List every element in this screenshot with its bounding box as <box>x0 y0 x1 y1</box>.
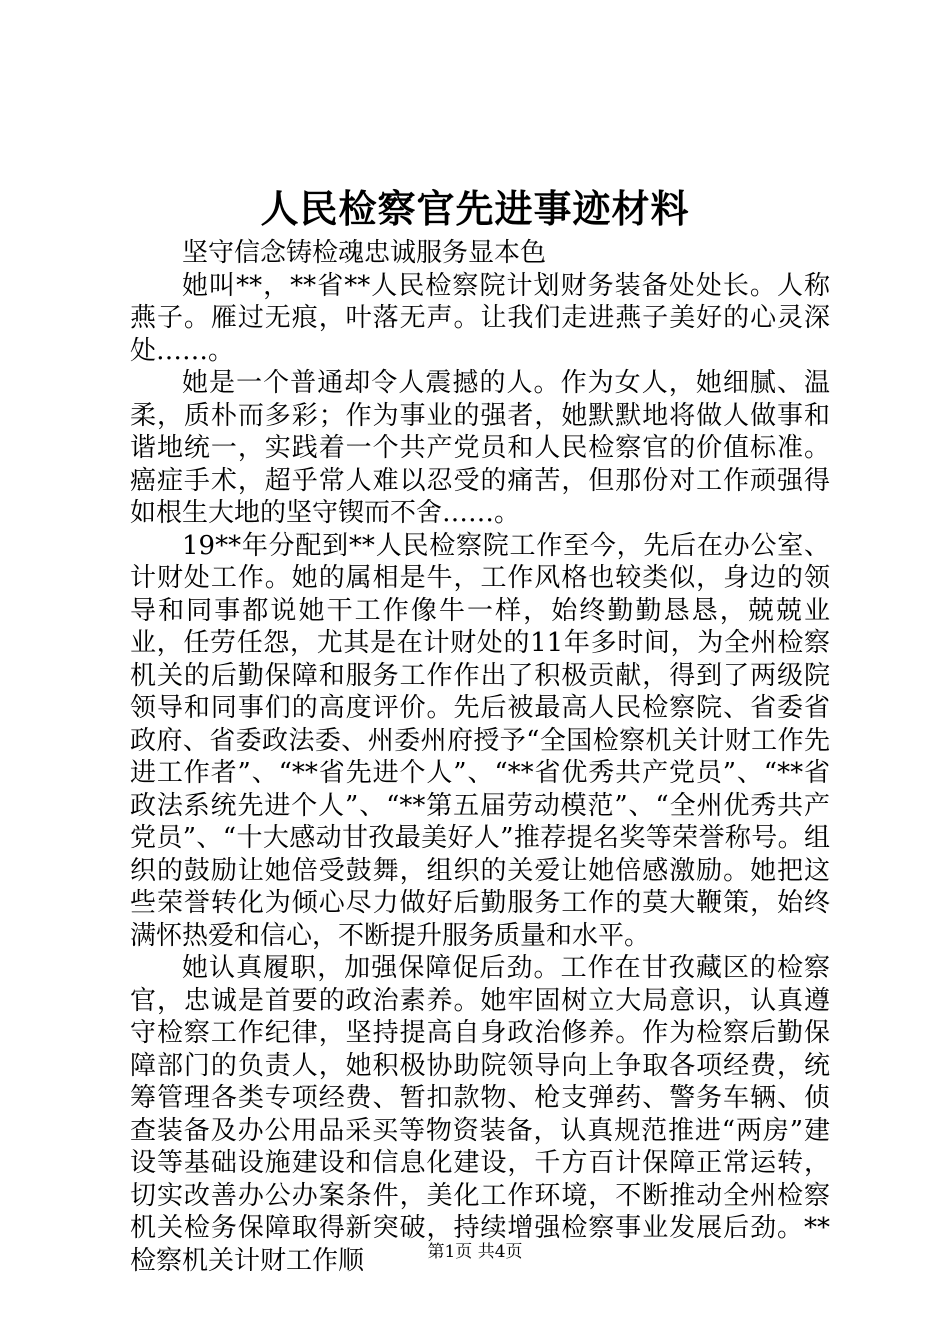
paragraph-2: 她是一个普通却令人震撼的人。作为女人，她细腻、温柔，质朴而多彩；作为事业的强者，她默默地将做人做事和谐地统一，实践着一个共产党员和人民检察官的价值标准。癌症手术，超乎常人难以忍受的痛苦，但那份对工作顽强得如根生大地的坚守锲而不舍……。 <box>130 368 830 528</box>
page-number-footer: 第1页 共4页 <box>427 1242 523 1262</box>
document-body <box>130 237 830 1277</box>
paragraph-subtitle: 坚守信念铸检魂忠诚服务显本色 <box>182 238 547 268</box>
paragraph-4: 她认真履职，加强保障促后劲。工作在甘孜藏区的检察官，忠诚是首要的政治素养。她牢固树立大局意识，认真遵守检察工作纪律，坚持提高自身政治修养。作为检察后勤保障部门的负责人，她积极协助院领导向上争取各项经费，统筹管理各类专项经费、暂扣款物、枪支弹药、警务车辆、侦查装备及办公用品采买等物资装备，认真规范推进“两房”建设等基础设施建设和信息化建设，千方百计保障正常运转，切实改善办公办案条件，美化工作环境，不断推动全州检察机关检务保障取得新突破，持续增强检察事业发展后劲。**检察机关计财工作顺 <box>130 953 830 1276</box>
paragraph-1: 她叫**，**省**人民检察院计划财务装备处处长。人称燕子。雁过无痕，叶落无声。让我们走进燕子美好的心灵深处……。 <box>130 270 830 366</box>
document-title: 人民检察官先进事迹材料 <box>260 186 690 231</box>
paragraph-3: 19**年分配到**人民检察院工作至今，先后在办公室、计财处工作。她的属相是牛，工作风格也较类似，身边的领导和同事都说她干工作像牛一样，始终勤勤恳恳，兢兢业业，任劳任怨，尤其是在计财处的11年多时间，为全州检察机关的后勤保障和服务工作作出了积极贡献，得到了两级院领导和同事们的高度评价。先后被最高人民检察院、省委省政府、省委政法委、州委州府授予“全国检察机关计财工作先进工作者”、“**省先进个人”、“**省优秀共产党员”、“**省政法系统先进个人”、“**第五届劳动模范”、“全州优秀共产党员”、“十大感动甘孜最美好人”推荐提名奖等荣誉称号。组织的鼓励让她倍受鼓舞，组织的关爱让她倍感激励。她把这些荣誉转化为倾心尽力做好后勤服务工作的莫大鞭策，始终满怀热爱和信心，不断提升服务质量和水平。 <box>130 530 830 951</box>
